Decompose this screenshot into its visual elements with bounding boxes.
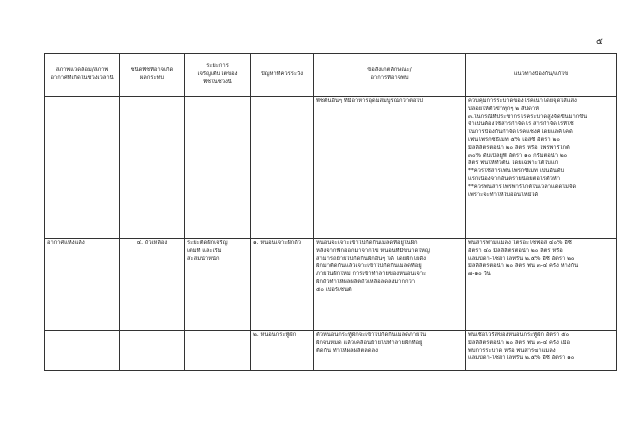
cell-text-line: ๔. ถั่วเหลือง bbox=[136, 240, 168, 246]
cell-text-line: ลิตร พ่นให้ทั่วต้น โดยเฉพาะใต้ใบแก่ bbox=[468, 160, 559, 167]
cell-text-line: จำเป็นต้องใช้สารกำจัดโร สารกำจัดโรที่ใช้ bbox=[468, 121, 574, 128]
cell-text-line: สามารถย้ายไปกัดกินฝักอื่นๆ ได้ โดยฝักโยดึง bbox=[316, 255, 426, 262]
table-row bbox=[45, 97, 617, 239]
table-row bbox=[45, 331, 617, 371]
cell-text-line: อัตรา ๔๐ มิลลิลิตรต่อน้ำ ๒๐ ลิตร หรือ bbox=[468, 247, 563, 254]
row3-environment bbox=[45, 331, 120, 371]
cell-text-line: ติดกัน ทำให้ผลผลิตลดลง bbox=[316, 347, 378, 354]
cell-text-line: ภายในฝักใหม่ การเข้าทำลายของหนอนเจาะ bbox=[316, 271, 427, 278]
header-observation bbox=[314, 54, 466, 97]
row2-problem bbox=[251, 239, 314, 331]
cell-text-line: ในการป้องกันกำจัดโรคแชงค์โดยแลคิโคด์ bbox=[468, 129, 573, 136]
row1-stage bbox=[185, 97, 251, 239]
row2-observation bbox=[314, 239, 466, 331]
row1-crop bbox=[120, 97, 185, 239]
row1-problem bbox=[251, 97, 314, 239]
row2-stage bbox=[185, 239, 251, 331]
header-row bbox=[45, 54, 617, 97]
cell-text-line: แลมบ์ดา-ไซฮาโลทริน ๒.๕% อีซี อัตรา ๑๐ bbox=[468, 355, 575, 362]
row1-observation bbox=[314, 97, 466, 239]
cell-text-line: ปล่อยให้ตัวข้ำทุกๆ ๒ สัปดาห์ bbox=[468, 105, 540, 112]
cell-text-line: เพราะจะทำให้ใบอ่อนไหม้ได้ bbox=[468, 191, 539, 198]
header-prevention bbox=[466, 54, 617, 97]
cell-text-line: **ควรใช้สารเฟนโพรกซิเมท เป็นอันดับ bbox=[468, 168, 565, 175]
cell-text-line: อากาศแห้งแล้ง bbox=[47, 240, 85, 246]
cell-text-line: ปัญหาที่ควรระวัง bbox=[260, 71, 304, 78]
cell-text-line: แลมบ์ดา-ไซฮาโลทริน ๒.๕% อีซี อัตรา ๒๐ bbox=[468, 255, 575, 262]
cell-text-line: มิลลิลิตรต่อน้ำ ๒๐ ลิตร หรือ โพรพาร์ไกต์ bbox=[468, 144, 570, 151]
cell-text-line: เจริญเติบโตของ bbox=[197, 71, 238, 78]
table-row bbox=[45, 239, 617, 331]
header-environment bbox=[45, 54, 120, 97]
cell-text-line: ฝักถั่วทำให้ผลผลิตถั่วเหลือลดลงมากกว่า bbox=[316, 278, 415, 285]
cell-text-line: มิลลิลิตรต่อน้ำ ๒๐ ลิตร พ่น ๓-๔ ครั้ง ห่างกัน bbox=[468, 263, 579, 270]
cell-text-line: ผลกระทบ bbox=[139, 75, 165, 81]
cell-text-line: ฝักจนหมด แล้วเคลื่อนย้ายไปทำลายฝักที่อยู่ bbox=[316, 339, 423, 346]
cell-text-line: ชนิดพืชที่อาจเกิด bbox=[130, 67, 174, 74]
row3-prevention bbox=[466, 331, 617, 371]
cell-text-line: ๗-๑๐ วัน bbox=[468, 271, 491, 278]
row3-observation bbox=[314, 331, 466, 371]
page-number: ๕ bbox=[596, 37, 603, 47]
cell-text-line: ควบคุมการระบาดของโรคเน่าโดยจุดไส้แสง bbox=[468, 98, 577, 104]
cell-text-line: อากาศที่เกิดในช่วงเวลานี้ bbox=[50, 75, 114, 81]
cell-text-line: แรกเนื่องจากอันตรายน้อยต่อไรตัวห้ำ bbox=[468, 175, 560, 182]
cell-text-line: ๒. หนอนกระทู้ผัก bbox=[253, 332, 297, 338]
row2-prevention bbox=[466, 239, 617, 331]
cell-text-line: หนอนจะเจาะเข้าไปกัดกินเมล็ดที่อยู่ในฝัก bbox=[316, 240, 418, 246]
cell-text-line: พ่นสารฟามแมลง ไตรอะโซฟอส ๔๐% อีซี bbox=[468, 240, 572, 246]
row3-stage bbox=[185, 331, 251, 371]
cell-text-line: ฝักมาติดกันแล้วเจาะเข้าไปกัดกินเมล็ดที่อยู่ bbox=[316, 263, 422, 270]
header-crop bbox=[120, 54, 185, 97]
cell-text-line: ระยะติดฝักเจริญ bbox=[187, 240, 228, 246]
cell-text-line: พืชในช่วงนี้ bbox=[203, 78, 232, 85]
row1-environment bbox=[45, 97, 120, 239]
cell-text-line: เฟนโพรกซ์ธิเมท ๕% เอสซี อัตรา ๒๐ bbox=[468, 136, 560, 143]
header-stage bbox=[185, 54, 251, 97]
row1-prevention bbox=[466, 97, 617, 239]
header-problem bbox=[251, 54, 314, 97]
row3-problem bbox=[251, 331, 314, 371]
cell-text-line: พืชต้นอื่นๆ ที่มีอาหารอุดมสมบูรณ์กว่าต่อไป bbox=[316, 98, 423, 104]
cell-text-line: ระยะการ bbox=[206, 63, 229, 70]
row3-crop bbox=[120, 331, 185, 371]
cell-text-line: พ่นเชื้อไวรัสของหนอนกระทู้ผัก อัตรา ๕๐ bbox=[468, 332, 570, 338]
cell-text-line: สะสมน้ำหนัก bbox=[187, 255, 220, 262]
cell-text-line: ๑. หนอนเจาะฝักถั่ว bbox=[253, 240, 302, 246]
row2-crop bbox=[120, 239, 185, 331]
cell-text-line: หลังจากฟักออกมาจากไข่ หนอนที่มีขนาดใหญ่ bbox=[316, 247, 430, 254]
cell-text-line: อาการที่อาจพบ bbox=[370, 75, 409, 81]
cell-text-line: แนวทางป้องกัน/แก้ไข bbox=[513, 71, 569, 78]
recommendation-table bbox=[44, 53, 617, 371]
row2-environment bbox=[45, 239, 120, 331]
cell-text-line: ข้อสังเกตลักษณะ/ bbox=[367, 67, 412, 74]
cell-text-line: เต็มที่ และเริ่ม bbox=[187, 247, 222, 254]
cell-text-line: ตัวหนอนกระทู้ผักจะเข้าไปกัดกินเมล็ดภายใน bbox=[316, 332, 427, 338]
cell-text-line: ๓.ในกรณีที่ประชากรโรคระบาดสูงจัดขึ้นมากขึ้น bbox=[468, 113, 588, 120]
cell-text-line: สภาพแวดล้อม/สภาพ bbox=[55, 67, 109, 74]
cell-text-line: ๓๐% ดับเบิ้ลยูพี อัตรา ๑๐ กรัมต่อน้ำ ๒๐ bbox=[468, 152, 568, 159]
cell-text-line: **ควรพ่นสารโพรพาร์ไกต์ในเวลาแดดไม่จัด bbox=[468, 183, 577, 190]
cell-text-line: พบการระบาด หรือ พ่นสารฆ่าแมลง bbox=[468, 347, 556, 354]
cell-text-line: มิลลิลิตรต่อน้ำ ๒๐ ลิตร พ่น ๓-๔ ครั้ง เมื่อ bbox=[468, 339, 570, 346]
cell-text-line: ๕๐ เปอร์เซ็นต์ bbox=[316, 286, 352, 293]
